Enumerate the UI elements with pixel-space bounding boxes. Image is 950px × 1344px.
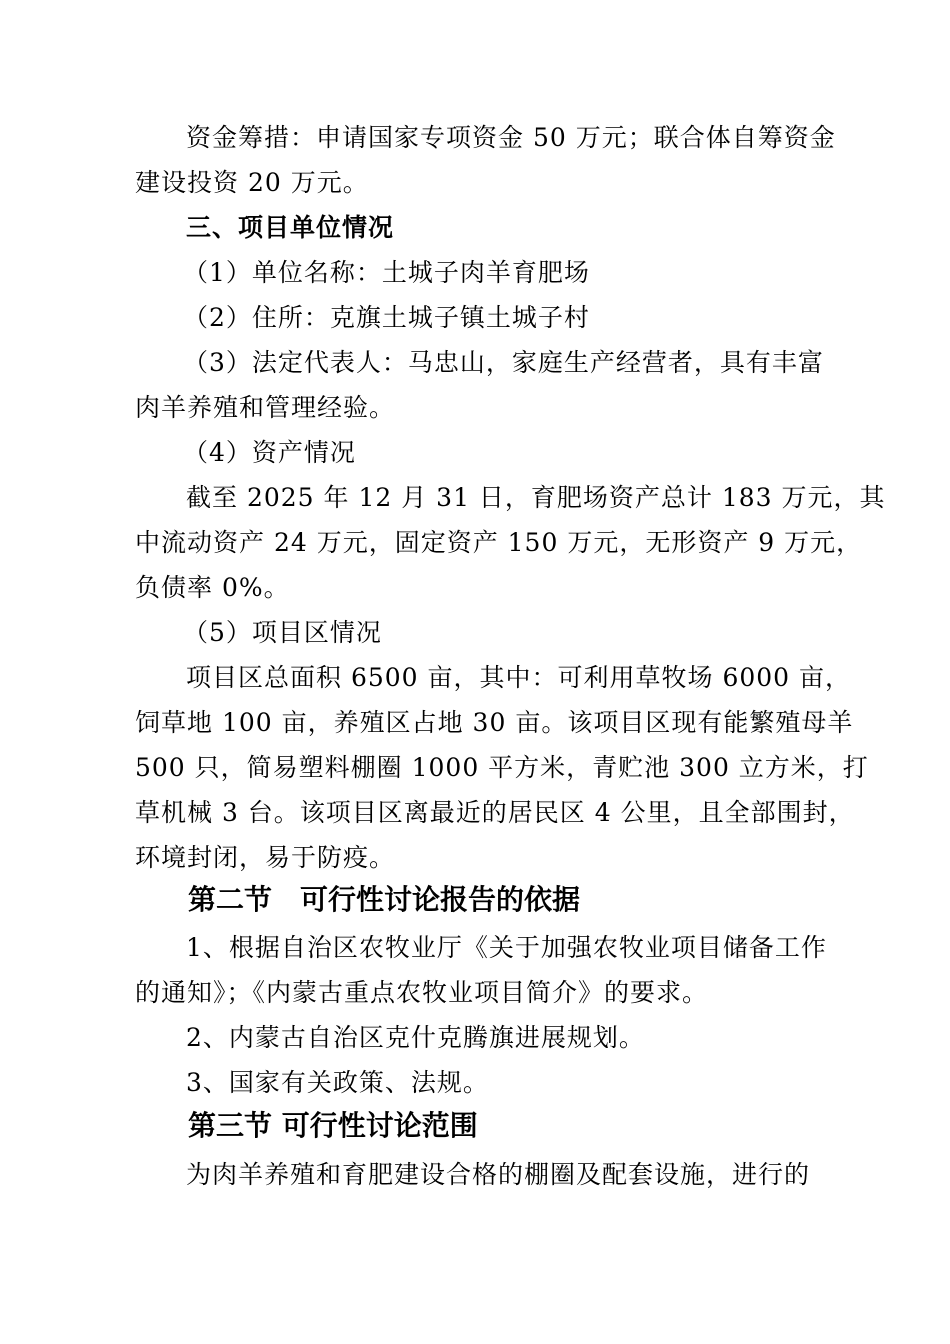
paragraph-assets-line-3: 负债率 0%。 — [135, 573, 290, 602]
section-heading-basis: 第二节 可行性讨论报告的依据 — [188, 883, 581, 916]
paragraph-assets-line-1: 截至 2025 年 12 月 31 日，育肥场资产总计 183 万元，其 — [186, 483, 886, 512]
section-heading-project-unit: 三、项目单位情况 — [186, 213, 395, 242]
item-address: （2）住所：克旗土城子镇土城子村 — [183, 303, 590, 332]
basis-item-3: 3、国家有关政策、法规。 — [186, 1068, 489, 1097]
paragraph-funding-line-2: 建设投资 20 万元。 — [135, 168, 369, 197]
paragraph-area-line-1: 项目区总面积 6500 亩，其中：可利用草牧场 6000 亩， — [186, 663, 852, 692]
basis-item-2: 2、内蒙古自治区克什克腾旗进展规划。 — [186, 1023, 645, 1052]
section-heading-scope: 第三节 可行性讨论范围 — [188, 1109, 478, 1142]
paragraph-area-line-2: 饲草地 100 亩，养殖区占地 30 亩。该项目区现有能繁殖母羊 — [135, 708, 854, 737]
paragraph-area-line-3: 500 只，简易塑料棚圈 1000 平方米，青贮池 300 立方米，打 — [135, 753, 869, 782]
basis-item-1-line-2: 的通知》；《内蒙古重点农牧业项目简介》的要求。 — [135, 978, 709, 1007]
paragraph-area-line-5: 环境封闭，易于防疫。 — [135, 843, 396, 872]
paragraph-funding-line-1: 资金筹措：申请国家专项资金 50 万元；联合体自筹资金 — [186, 123, 836, 152]
paragraph-area-line-4: 草机械 3 台。该项目区离最近的居民区 4 公里，且全部围封， — [135, 798, 855, 827]
paragraph-assets-line-2: 中流动资产 24 万元，固定资产 150 万元，无形资产 9 万元， — [135, 528, 863, 557]
item-legal-rep-line-1: （3）法定代表人：马忠山，家庭生产经营者，具有丰富 — [183, 348, 824, 377]
basis-item-1-line-1: 1、根据自治区农牧业厅《关于加强农牧业项目储备工作 — [186, 933, 827, 962]
paragraph-scope-line-1: 为肉羊养殖和育肥建设合格的棚圈及配套设施，进行的 — [186, 1160, 811, 1189]
item-project-area-heading: （5）项目区情况 — [183, 618, 382, 647]
item-legal-rep-line-2: 肉羊养殖和管理经验。 — [135, 393, 396, 422]
item-assets-heading: （4）资产情况 — [183, 438, 356, 467]
item-unit-name: （1）单位名称：土城子肉羊育肥场 — [183, 258, 590, 287]
